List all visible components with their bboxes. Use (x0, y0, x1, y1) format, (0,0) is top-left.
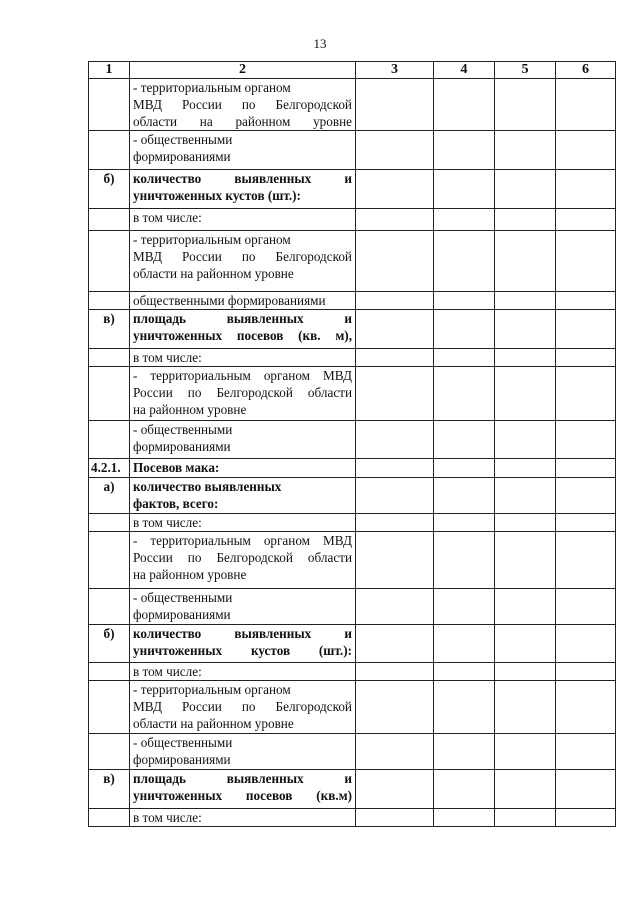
value-cell-col-5 (495, 131, 556, 170)
description-line: площадь выявленных и (133, 771, 352, 786)
value-cell-col-4 (434, 231, 495, 292)
description-line: фактов, всего: (133, 496, 219, 511)
column-header: 6 (556, 62, 616, 79)
value-cell-col-6 (556, 131, 616, 170)
table-row (89, 681, 616, 734)
report-table (88, 61, 616, 827)
item-number-cell: 4.2.1. (89, 459, 130, 478)
description-line: - территориальным органом МВД (133, 533, 352, 548)
item-number-cell (89, 663, 130, 681)
value-cell-col-3 (356, 170, 434, 209)
item-description-cell (130, 349, 356, 367)
item-number-cell (89, 231, 130, 292)
item-number-cell: б) (89, 625, 130, 663)
item-description-cell (130, 625, 356, 663)
value-cell-col-4 (434, 459, 495, 478)
item-number-cell (89, 514, 130, 532)
description-line: общественными формированиями (133, 293, 326, 308)
column-header: 4 (434, 62, 495, 79)
value-cell-col-6 (556, 459, 616, 478)
table-row (89, 770, 616, 809)
value-cell-col-5 (495, 589, 556, 625)
item-number-cell: а) (89, 478, 130, 514)
description-line: МВД России по Белгородской (133, 249, 352, 264)
value-cell-col-3 (356, 209, 434, 231)
description-line: в том числе: (133, 664, 202, 679)
value-cell-col-5 (495, 625, 556, 663)
value-cell-col-3 (356, 478, 434, 514)
value-cell-col-3 (356, 770, 434, 809)
table-row (89, 79, 616, 131)
value-cell-col-3 (356, 514, 434, 532)
table-row (89, 421, 616, 459)
value-cell-col-4 (434, 532, 495, 589)
description-line: области на районном уровне (133, 716, 294, 731)
item-description-cell (130, 421, 356, 459)
description-line: - общественными (133, 132, 233, 147)
value-cell-col-5 (495, 209, 556, 231)
item-description-cell (130, 589, 356, 625)
value-cell-col-4 (434, 79, 495, 131)
item-number-cell (89, 367, 130, 421)
item-description-cell (130, 459, 356, 478)
table-row (89, 292, 616, 310)
value-cell-col-3 (356, 809, 434, 827)
table-row (89, 625, 616, 663)
value-cell-col-4 (434, 367, 495, 421)
value-cell-col-3 (356, 663, 434, 681)
value-cell-col-3 (356, 681, 434, 734)
item-description-cell (130, 514, 356, 532)
value-cell-col-6 (556, 421, 616, 459)
table-row (89, 310, 616, 349)
value-cell-col-4 (434, 663, 495, 681)
value-cell-col-3 (356, 310, 434, 349)
value-cell-col-6 (556, 367, 616, 421)
description-line: количество выявленных (133, 479, 282, 494)
item-description-cell (130, 770, 356, 809)
value-cell-col-5 (495, 809, 556, 827)
description-line: количество выявленных и (133, 626, 352, 641)
description-line: области на районном уровне (133, 266, 294, 281)
item-number-cell (89, 349, 130, 367)
value-cell-col-6 (556, 478, 616, 514)
table-row (89, 809, 616, 827)
item-number-cell (89, 292, 130, 310)
description-line: - территориальным органом (133, 232, 291, 247)
description-line: в том числе: (133, 810, 202, 825)
value-cell-col-3 (356, 589, 434, 625)
item-description-cell (130, 231, 356, 292)
value-cell-col-3 (356, 459, 434, 478)
page-number: 13 (313, 36, 327, 51)
value-cell-col-5 (495, 459, 556, 478)
description-line: России по Белгородской области (133, 550, 352, 565)
value-cell-col-6 (556, 310, 616, 349)
value-cell-col-5 (495, 734, 556, 770)
description-line: на районном уровне (133, 567, 247, 582)
value-cell-col-5 (495, 663, 556, 681)
value-cell-col-6 (556, 532, 616, 589)
column-header: 5 (495, 62, 556, 79)
table-row (89, 231, 616, 292)
value-cell-col-6 (556, 349, 616, 367)
description-line: - территориальным органом МВД (133, 368, 352, 383)
item-description-cell (130, 209, 356, 231)
table-row (89, 478, 616, 514)
description-line: на районном уровне (133, 402, 247, 417)
table-row (89, 209, 616, 231)
value-cell-col-4 (434, 421, 495, 459)
item-number-cell: б) (89, 170, 130, 209)
value-cell-col-6 (556, 681, 616, 734)
description-line: площадь выявленных и (133, 311, 352, 326)
item-description-cell (130, 367, 356, 421)
description-line: уничтоженных кустов (шт.): (133, 188, 301, 203)
item-description-cell (130, 170, 356, 209)
item-number-cell (89, 681, 130, 734)
value-cell-col-4 (434, 131, 495, 170)
value-cell-col-3 (356, 367, 434, 421)
description-line: формированиями (133, 752, 231, 767)
value-cell-col-4 (434, 681, 495, 734)
value-cell-col-3 (356, 625, 434, 663)
value-cell-col-6 (556, 770, 616, 809)
value-cell-col-3 (356, 421, 434, 459)
table-row (89, 170, 616, 209)
item-description-cell (130, 663, 356, 681)
table-row (89, 532, 616, 589)
value-cell-col-5 (495, 681, 556, 734)
item-number-cell: в) (89, 770, 130, 809)
description-line: в том числе: (133, 210, 202, 225)
item-number-cell (89, 532, 130, 589)
description-line: в том числе: (133, 515, 202, 530)
value-cell-col-6 (556, 514, 616, 532)
description-line: МВД России по Белгородской (133, 699, 352, 714)
table-row (89, 734, 616, 770)
description-line: уничтоженных посевов (кв. м), (133, 328, 352, 343)
item-number-cell: в) (89, 310, 130, 349)
description-line: уничтоженных посевов (кв.м) (133, 788, 352, 803)
value-cell-col-4 (434, 170, 495, 209)
description-line: формированиями (133, 149, 231, 164)
table-row (89, 131, 616, 170)
item-number-cell (89, 209, 130, 231)
value-cell-col-5 (495, 514, 556, 532)
value-cell-col-5 (495, 292, 556, 310)
value-cell-col-6 (556, 625, 616, 663)
value-cell-col-4 (434, 625, 495, 663)
value-cell-col-6 (556, 809, 616, 827)
description-line: количество выявленных и (133, 171, 352, 186)
table-row (89, 459, 616, 478)
description-line: - территориальным органом (133, 682, 291, 697)
value-cell-col-3 (356, 734, 434, 770)
description-line: - общественными (133, 735, 233, 750)
value-cell-col-5 (495, 349, 556, 367)
value-cell-col-5 (495, 770, 556, 809)
value-cell-col-4 (434, 310, 495, 349)
value-cell-col-5 (495, 421, 556, 459)
column-header: 1 (89, 62, 130, 79)
value-cell-col-3 (356, 292, 434, 310)
description-line: формированиями (133, 607, 231, 622)
item-description-cell (130, 681, 356, 734)
column-header: 2 (130, 62, 356, 79)
value-cell-col-6 (556, 231, 616, 292)
value-cell-col-4 (434, 809, 495, 827)
table-row (89, 367, 616, 421)
value-cell-col-5 (495, 478, 556, 514)
value-cell-col-6 (556, 292, 616, 310)
value-cell-col-6 (556, 734, 616, 770)
item-description-cell (130, 809, 356, 827)
description-line: уничтоженных кустов (шт.): (133, 643, 352, 658)
item-description-cell (130, 79, 356, 131)
table-row (89, 349, 616, 367)
item-description-cell (130, 734, 356, 770)
value-cell-col-3 (356, 131, 434, 170)
table-row (89, 514, 616, 532)
item-description-cell (130, 532, 356, 589)
description-line: МВД России по Белгородской (133, 97, 352, 112)
table-row (89, 663, 616, 681)
description-line: Посевов мака: (133, 460, 220, 475)
value-cell-col-6 (556, 663, 616, 681)
description-line: - общественными (133, 590, 233, 605)
item-number-cell (89, 589, 130, 625)
value-cell-col-3 (356, 79, 434, 131)
item-description-cell (130, 478, 356, 514)
value-cell-col-4 (434, 589, 495, 625)
value-cell-col-5 (495, 310, 556, 349)
description-line: - общественными (133, 422, 233, 437)
item-description-cell (130, 131, 356, 170)
value-cell-col-4 (434, 770, 495, 809)
table-row (89, 589, 616, 625)
item-number-cell (89, 131, 130, 170)
column-header: 3 (356, 62, 434, 79)
header-row (89, 62, 616, 79)
value-cell-col-3 (356, 349, 434, 367)
description-line: - территориальным органом (133, 80, 291, 95)
item-number-cell (89, 79, 130, 131)
value-cell-col-4 (434, 209, 495, 231)
description-line: в том числе: (133, 350, 202, 365)
item-description-cell (130, 292, 356, 310)
value-cell-col-4 (434, 734, 495, 770)
value-cell-col-6 (556, 79, 616, 131)
value-cell-col-5 (495, 367, 556, 421)
value-cell-col-5 (495, 231, 556, 292)
value-cell-col-3 (356, 532, 434, 589)
value-cell-col-5 (495, 79, 556, 131)
value-cell-col-6 (556, 589, 616, 625)
description-line: России по Белгородской области (133, 385, 352, 400)
value-cell-col-4 (434, 349, 495, 367)
description-line: области на районном уровне (133, 114, 352, 129)
value-cell-col-5 (495, 170, 556, 209)
value-cell-col-6 (556, 170, 616, 209)
value-cell-col-5 (495, 532, 556, 589)
item-number-cell (89, 734, 130, 770)
value-cell-col-4 (434, 292, 495, 310)
value-cell-col-4 (434, 514, 495, 532)
item-number-cell (89, 421, 130, 459)
item-number-cell (89, 809, 130, 827)
item-description-cell (130, 310, 356, 349)
value-cell-col-3 (356, 231, 434, 292)
value-cell-col-4 (434, 478, 495, 514)
value-cell-col-6 (556, 209, 616, 231)
description-line: формированиями (133, 439, 231, 454)
